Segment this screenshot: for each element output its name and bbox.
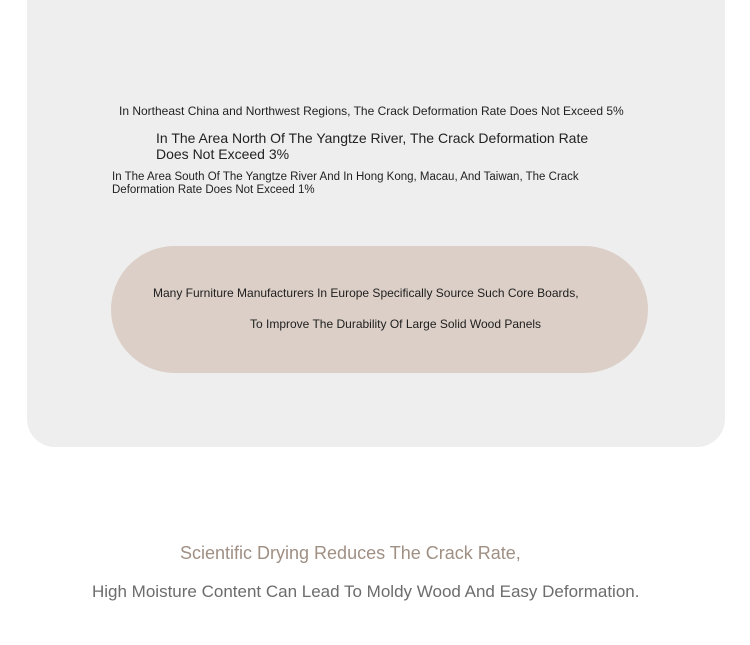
crack-rate-northeast-text: In Northeast China and Northwest Regions, The Crack Deformation Rate Does Not Exceed 5% bbox=[119, 104, 624, 118]
drying-subhead: High Moisture Content Can Lead To Moldy Wood And Easy Deformation. bbox=[92, 582, 640, 601]
europe-note-line-1: Many Furniture Manufacturers In Europe Specifically Source Such Core Boards, bbox=[153, 286, 579, 300]
crack-rate-south-yangtze-text: In The Area South Of The Yangtze River And In Hong Kong, Macau, And Taiwan, The Crack Deformation Rate Does Not Exceed 1% bbox=[112, 171, 579, 196]
europe-note-line-2: To Improve The Durability Of Large Solid Wood Panels bbox=[250, 317, 542, 331]
drying-headline: Scientific Drying Reduces The Crack Rate, bbox=[180, 543, 521, 563]
crack-rate-north-yangtze-text: In The Area North Of The Yangtze River, The Crack Deformation Rate Does Not Exceed 3% bbox=[156, 130, 589, 162]
europe-note-pill bbox=[111, 246, 648, 373]
crack-rate-card bbox=[27, 0, 725, 447]
